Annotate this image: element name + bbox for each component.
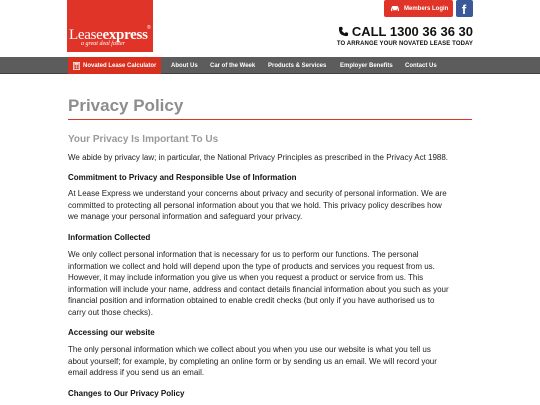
text-line: committed to protecting all personal information about you that we hold. This privacy policy describes how [68, 200, 442, 210]
text-line: email address if you send us an email. [68, 368, 205, 377]
calculator-icon [73, 62, 80, 70]
nav-label: Novated Lease Calculator [83, 62, 157, 69]
text-line: we manage your personal information and safeguard your privacy. [68, 212, 303, 221]
nav-item-about-us[interactable]: About Us [171, 62, 198, 69]
nav-item-employer-benefits[interactable]: Employer Benefits [340, 62, 393, 69]
text-line: information we collect and hold will depend upon the type of products and services you request from us. [68, 261, 435, 271]
text-line: financial position and information obtained to enable credit checks (but only if you have authorised us to [68, 296, 435, 305]
text-line: However, it may include information you give us when you request a product or service from us. This [68, 273, 424, 282]
text-line: information will include your name, address and contact details financial information about you such as your [68, 284, 449, 294]
title-divider [68, 119, 472, 120]
nav-item-products-services[interactable]: Products & Services [268, 62, 327, 69]
section-heading: Commitment to Privacy and Responsible Use of Information [68, 173, 297, 182]
nav-item-contact-us[interactable]: Contact Us [405, 62, 437, 69]
logo-wordmark: Leaseexpress [69, 27, 148, 43]
intro-paragraph: We abide by privacy law; in particular, the National Privacy Principles as prescribed in the Privacy Act 1988. [68, 153, 449, 162]
members-login-label: Members Login [404, 5, 449, 12]
text-line: carry out those checks). [68, 307, 153, 317]
page-subtitle: Your Privacy Is Important To Us [68, 134, 219, 145]
nav-item-car-of-the-week[interactable]: Car of the Week [210, 62, 256, 69]
facebook-icon[interactable] [456, 0, 473, 17]
logo-registered-mark: ® [147, 25, 151, 31]
page-title: Privacy Policy [68, 96, 184, 115]
phone-subtext: TO ARRANGE YOUR NOVATED LEASE TODAY [336, 41, 473, 47]
section-heading: Accessing our website [68, 328, 155, 337]
text-line: about yourself; for example, by completing an online form or by sending us an email. We will record your [68, 356, 437, 366]
page-content [68, 96, 472, 116]
section-heading: Information Collected [68, 233, 151, 242]
nav-item-novated-lease-calculator[interactable] [68, 57, 161, 74]
car-icon [390, 5, 400, 12]
section-paragraph [68, 344, 478, 379]
phone-icon [338, 26, 349, 37]
site-header [0, 0, 540, 57]
phone-number: CALL 1300 36 36 30 [351, 24, 473, 39]
text-line: The only personal information which we collect about you when you use our website is what you tell us [68, 345, 431, 354]
logo-tagline: a great deal faster [81, 41, 125, 47]
main-nav [0, 57, 540, 74]
members-login-button[interactable] [384, 0, 453, 17]
text-line: At Lease Express we understand your concerns about privacy and security of personal information. We are [68, 189, 447, 198]
facebook-letter: f [461, 2, 467, 17]
section-heading: Changes to Our Privacy Policy [68, 389, 185, 398]
section-paragraph [68, 188, 478, 223]
section-paragraph [68, 249, 478, 318]
text-line: We only collect personal information that is necessary for us to perform our functions. The personal [68, 250, 419, 259]
phone-callout[interactable] [325, 23, 473, 40]
lease-express-logo[interactable] [67, 0, 153, 52]
